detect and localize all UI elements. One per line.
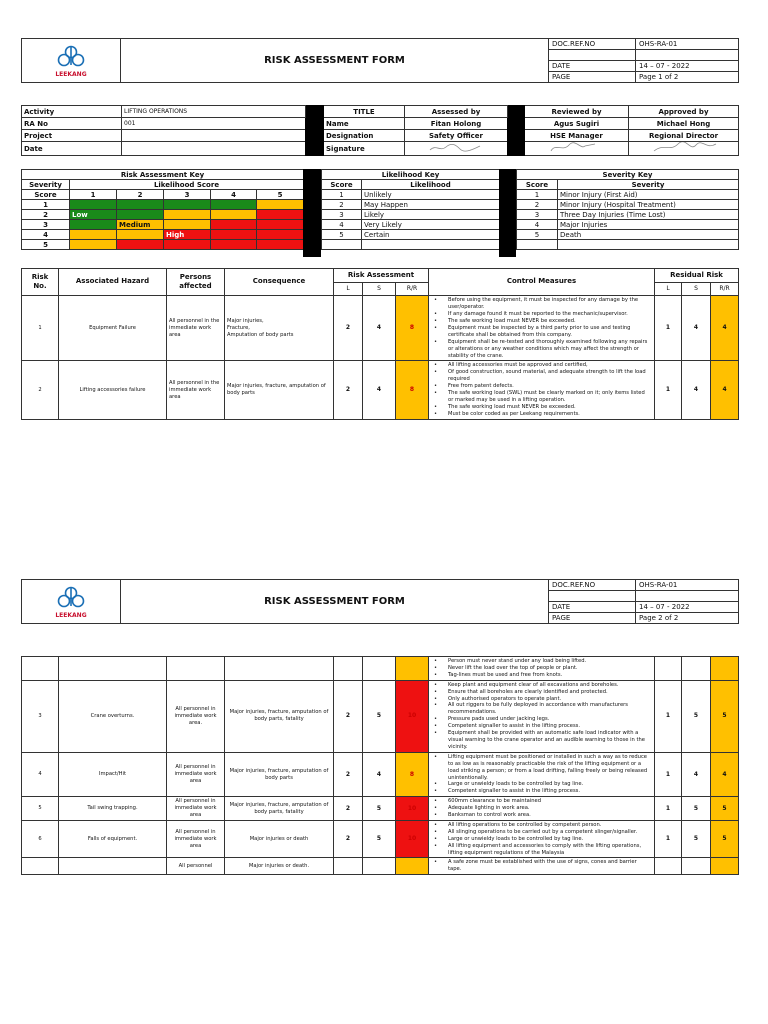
control-item: • All lifting accessories must be approved and certified, [431, 362, 651, 369]
date-field-label: Date [22, 142, 122, 156]
control-measures [429, 858, 655, 875]
control-item: • Equipment shall be provided with an automatic safe load indicator with a visual warning to the crane operator and an audible warning to those in the vicinity. [431, 730, 651, 751]
persons-affected: All personnel in immediate work area [167, 797, 225, 821]
risk-rating [396, 858, 429, 875]
consequence: Major injuries, fracture, amputation of body parts [225, 361, 334, 419]
control-measures [429, 296, 655, 361]
assessed-name: Fitan Holong [405, 118, 508, 130]
consequence: Major injuries, fracture, amputation of body parts, fatality [225, 797, 334, 821]
residual-rating: 4 [711, 752, 739, 796]
residual-severity: 5 [682, 820, 711, 858]
likelihood-key: Likelihood Key Score Likelihood 1 Unlikely 2 May Happen 3 Likely 4 Very Likely 5 Certain [321, 169, 500, 250]
control-item: • Keep plant and equipment clear of all excavations and boreholes. [431, 682, 651, 689]
control-list [431, 682, 651, 751]
control-measures [429, 657, 655, 681]
reviewed-signature [525, 142, 629, 156]
likelihood-value: 2 [334, 752, 363, 796]
col-risk-assessment: Risk Assessment [334, 269, 429, 283]
page-value: Page 2 of 2 [636, 613, 739, 624]
residual-severity: 4 [682, 296, 711, 361]
residual-likelihood: 1 [655, 752, 682, 796]
control-item: • A safe zone must be established with the use of signs, cones and barrier tape. [431, 859, 651, 873]
associated-hazard: Falls of equipment. [59, 820, 167, 858]
consequence: Major injuries, Fracture, Amputation of body parts [225, 296, 334, 361]
approved-name: Michael Hong [629, 118, 739, 130]
risk-rating: 10 [396, 797, 429, 821]
approved-signature [629, 142, 739, 156]
likelihood-value [334, 657, 363, 681]
likelihood-value: 2 [334, 296, 363, 361]
residual-likelihood: 1 [655, 296, 682, 361]
risk-key-title: Risk Assessment Key [22, 170, 304, 180]
associated-hazard: Crane overturns. [59, 680, 167, 752]
doc-ref-label: DOC.REF.NO [549, 580, 636, 591]
name-label: Name [324, 118, 405, 130]
designation-label: Designation [324, 130, 405, 142]
ra-no-value: 001 [122, 118, 306, 130]
associated-hazard: Equipment Failure [59, 296, 167, 361]
risk-number: 4 [22, 752, 59, 796]
risk-number: 6 [22, 820, 59, 858]
risk-number: 5 [22, 797, 59, 821]
control-item: • Ensure that all boreholes are clearly identified and protected. [431, 689, 651, 696]
risk-row [22, 797, 739, 821]
severity-value: 5 [363, 680, 396, 752]
col-risk-no: Risk No. [22, 269, 59, 296]
control-item: • Lifting equipment must be positioned or installed in such a way as to reduce to as low as is reasonably practicable the risk of the lifting equipment or a load striking a person; or from a load drifting, falling freely or being released unintentionally. [431, 754, 651, 782]
control-item: • Competent signaller to assist in the lifting process. [431, 723, 651, 730]
risk-rating: 8 [396, 361, 429, 419]
signature-label: Signature [324, 142, 405, 156]
control-list [431, 798, 651, 819]
control-item: • Large or unwieldy loads to be controlled by tag line. [431, 781, 651, 788]
control-item: • Banksman to control work area. [431, 812, 651, 819]
severity-value: 4 [363, 361, 396, 419]
severity-key-title: Severity Key [517, 170, 739, 180]
residual-rating: 5 [711, 797, 739, 821]
company-logo [22, 39, 121, 83]
control-item: • Equipment shall be re-tested and thoroughly examined following any repairs or alterations or any weather conditions which may affect the strength or stability of the crane. [431, 339, 651, 360]
ra-no-label: RA No [22, 118, 122, 130]
residual-severity [682, 657, 711, 681]
control-item: • Must be color coded as per Leekang requirements. [431, 411, 651, 418]
date-label: DATE [549, 602, 636, 613]
severity-key: Severity Key Score Severity 1 Minor Injury (First Aid) 2 Minor Injury (Hospital Treatment) 3 Three Day Injuries (Time Lost) 4 Major Injuries 5 Death [516, 169, 739, 250]
associated-hazard [59, 657, 167, 681]
control-item: • Equipment must be inspected by a third party prior to use and testing certificate shall be obtained from this company. [431, 325, 651, 339]
persons-affected: All personnel in the immediate work area [167, 361, 225, 419]
col-residual-risk: Residual Risk [655, 269, 739, 283]
likelihood-value: 2 [334, 361, 363, 419]
risk-row [22, 752, 739, 796]
date-value: 14 – 07 - 2022 [636, 602, 739, 613]
title-label: TITLE [324, 106, 405, 118]
control-measures [429, 752, 655, 796]
risk-number [22, 657, 59, 681]
severity-label: Severity [22, 180, 70, 190]
control-item: • The safe working load (SWL) must be clearly marked on it; only items listed or marked may be used in a lifting operation. [431, 390, 651, 404]
risk-rating: 8 [396, 296, 429, 361]
residual-likelihood [655, 657, 682, 681]
form-title: RISK ASSESSMENT FORM [121, 580, 549, 624]
residual-rating: 4 [711, 296, 739, 361]
page-label: PAGE [549, 613, 636, 624]
severity-value [363, 657, 396, 681]
logo-text: LEEKANG [55, 612, 87, 619]
control-measures [429, 680, 655, 752]
assessment-info-table [21, 105, 739, 156]
doc-ref-value: OHS-RA-01 [636, 580, 739, 591]
control-item: • All slinging operations to be carried out by a competent slinger/signaller. [431, 829, 651, 836]
residual-rating: 5 [711, 680, 739, 752]
risk-assessment-table-page2 [21, 656, 739, 875]
control-item: • Of good construction, sound material, and adequate strength to lift the load required [431, 369, 651, 383]
control-item: • All lifting operations to be controlled by competent person. [431, 822, 651, 829]
consequence [225, 657, 334, 681]
activity-value: LIFTING OPERATIONS [122, 106, 306, 118]
persons-affected: All personnel in immediate work area. [167, 680, 225, 752]
control-list [431, 658, 651, 679]
consequence: Major injuries or death. [225, 858, 334, 875]
control-item: • Large or unwieldy loads to be controlled by tag line. [431, 836, 651, 843]
persons-affected [167, 657, 225, 681]
page-value: Page 1 of 2 [636, 72, 739, 83]
control-measures [429, 797, 655, 821]
associated-hazard: Tail swing trapping. [59, 797, 167, 821]
risk-row [22, 296, 739, 361]
approved-designation: Regional Director [629, 130, 739, 142]
consequence: Major injuries or death [225, 820, 334, 858]
risk-number: 3 [22, 680, 59, 752]
control-item: • Tag-lines must be used and free from knots. [431, 672, 651, 679]
likelihood-value: 2 [334, 797, 363, 821]
severity-value: 4 [363, 752, 396, 796]
likelihood-score-label: Likelihood Score [70, 180, 304, 190]
control-item: • Person must never stand under any load being lifted. [431, 658, 651, 665]
risk-row [22, 680, 739, 752]
control-item: • All lifting equipment and accessories to comply with the lifting operations, lifting equipment regulations of the Malaysia [431, 843, 651, 857]
control-item: • The safe working load must NEVER be exceeded. [431, 318, 651, 325]
severity-value: 5 [363, 820, 396, 858]
risk-number [22, 858, 59, 875]
risk-number: 1 [22, 296, 59, 361]
control-measures [429, 361, 655, 419]
control-item: • Pressure pads used under jacking legs. [431, 716, 651, 723]
control-item: • Competent signaller to assist in the lifting process. [431, 788, 651, 795]
risk-row [22, 820, 739, 858]
col-persons: Persons affected [167, 269, 225, 296]
form-title: RISK ASSESSMENT FORM [121, 39, 549, 83]
date-value: 14 – 07 - 2022 [636, 61, 739, 72]
col-consequence: Consequence [225, 269, 334, 296]
residual-rating: 5 [711, 820, 739, 858]
page-label: PAGE [549, 72, 636, 83]
page2-header [21, 579, 739, 624]
logo-text: LEEKANG [55, 71, 87, 78]
risk-assessment-table-page1: Risk No. Associated Hazard Persons affected Consequence Risk Assessment Control Measures Residual Risk L S R/R L S R/R 1 Equipment Failure All personnel in the immediate work area Major injuries, Fracture, Amputation of body parts 2 4 8 • Before using the equipment, it must be inspected for any damage by the user/operator. • If any damage found it must be reported to the mechanic/supervisor. • The safe working load must NEVER be exceeded. • Equipment must be inspected by a third party prior to use and testing certificate shall be obtained from this company. • Equipment shall be re-tested and thoroughly examined following any repairs or alterations or any weather conditions which may affect the strength or stability of the crane. 1 4 4 2 Lifting accessories failure All personnel in the immediate work area Major injuries, fracture, amputation of body parts 2 4 8 • All lifting accessories must be approved and certified, • Of good construction, sound material, and adequate strength to lift the load required • Free from patent defects. • The safe working load (SWL) must be clearly marked on it; only items listed or marked may be used in a lifting operation. • The safe working load must NEVER be exceeded. • Must be color coded as per Leekang requirements. 1 4 4 [21, 268, 739, 420]
severity-value: 5 [363, 797, 396, 821]
doc-ref-value: OHS-RA-01 [636, 39, 739, 50]
company-logo [22, 580, 121, 624]
col-control-measures: Control Measures [429, 269, 655, 296]
leekang-logo-icon [53, 43, 89, 71]
control-item: • If any damage found it must be reported to the mechanic/supervisor. [431, 311, 651, 318]
residual-severity: 4 [682, 752, 711, 796]
control-list [431, 297, 651, 359]
associated-hazard [59, 858, 167, 875]
medium-label: Medium [117, 220, 164, 230]
control-list [431, 754, 651, 795]
residual-rating [711, 657, 739, 681]
risk-rating [396, 657, 429, 681]
risk-row [22, 858, 739, 875]
control-item: • Only authorised operators to operate plant. [431, 696, 651, 703]
assessed-by-label: Assessed by [405, 106, 508, 118]
associated-hazard: Lifting accessories failure [59, 361, 167, 419]
consequence: Major injuries, fracture, amputation of body parts, fatality [225, 680, 334, 752]
residual-severity: 4 [682, 361, 711, 419]
page1-header [21, 38, 739, 83]
assessed-signature [405, 142, 508, 156]
likelihood-key-title: Likelihood Key [322, 170, 500, 180]
likelihood-value: 2 [334, 820, 363, 858]
consequence: Major injuries, fracture, amputation of body parts [225, 752, 334, 796]
residual-likelihood: 1 [655, 680, 682, 752]
control-item: • Before using the equipment, it must be inspected for any damage by the user/operator. [431, 297, 651, 311]
risk-row [22, 657, 739, 681]
residual-likelihood: 1 [655, 797, 682, 821]
residual-severity: 5 [682, 797, 711, 821]
risk-row [22, 361, 739, 419]
likelihood-value: 2 [334, 680, 363, 752]
reviewed-designation: HSE Manager [525, 130, 629, 142]
control-list [431, 822, 651, 857]
control-list [431, 362, 651, 417]
control-item: • Adequate lighting in work area. [431, 805, 651, 812]
control-item: • 600mm clearance to be maintained [431, 798, 651, 805]
residual-likelihood [655, 858, 682, 875]
severity-value [363, 858, 396, 875]
residual-rating [711, 858, 739, 875]
project-label: Project [22, 130, 122, 142]
residual-rating: 4 [711, 361, 739, 419]
col-hazard: Associated Hazard [59, 269, 167, 296]
control-item: • Free from patent defects. [431, 383, 651, 390]
risk-rating: 8 [396, 752, 429, 796]
persons-affected: All personnel [167, 858, 225, 875]
residual-severity: 5 [682, 680, 711, 752]
assessed-designation: Safety Officer [405, 130, 508, 142]
high-label: High [164, 230, 211, 240]
risk-assessment-key: Risk Assessment Key Severity Likelihood Score Score 1 2 3 4 5 1 2 Low 3 Medium 4 High 5 [21, 169, 304, 250]
associated-hazard: Impact/Hit [59, 752, 167, 796]
severity-value: 4 [363, 296, 396, 361]
persons-affected: All personnel in immediate work area [167, 752, 225, 796]
residual-likelihood: 1 [655, 361, 682, 419]
date-label: DATE [549, 61, 636, 72]
control-item: • The safe working load must NEVER be exceeded. [431, 404, 651, 411]
score-label: Score [22, 190, 70, 200]
low-label: Low [70, 210, 117, 220]
risk-rating: 10 [396, 680, 429, 752]
residual-severity [682, 858, 711, 875]
risk-rating: 10 [396, 820, 429, 858]
approved-by-label: Approved by [629, 106, 739, 118]
reviewed-name: Agus Sugiri [525, 118, 629, 130]
control-measures [429, 820, 655, 858]
activity-label: Activity [22, 106, 122, 118]
reviewed-by-label: Reviewed by [525, 106, 629, 118]
persons-affected: All personnel in immediate work area [167, 820, 225, 858]
risk-number: 2 [22, 361, 59, 419]
likelihood-value [334, 858, 363, 875]
control-list [431, 859, 651, 873]
control-item: • Never lift the load over the top of people or plant. [431, 665, 651, 672]
control-item: • All out riggers to be fully deployed in accordance with manufacturers recommendations. [431, 702, 651, 716]
doc-ref-label: DOC.REF.NO [549, 39, 636, 50]
residual-likelihood: 1 [655, 820, 682, 858]
persons-affected: All personnel in the immediate work area [167, 296, 225, 361]
leekang-logo-icon [53, 584, 89, 612]
